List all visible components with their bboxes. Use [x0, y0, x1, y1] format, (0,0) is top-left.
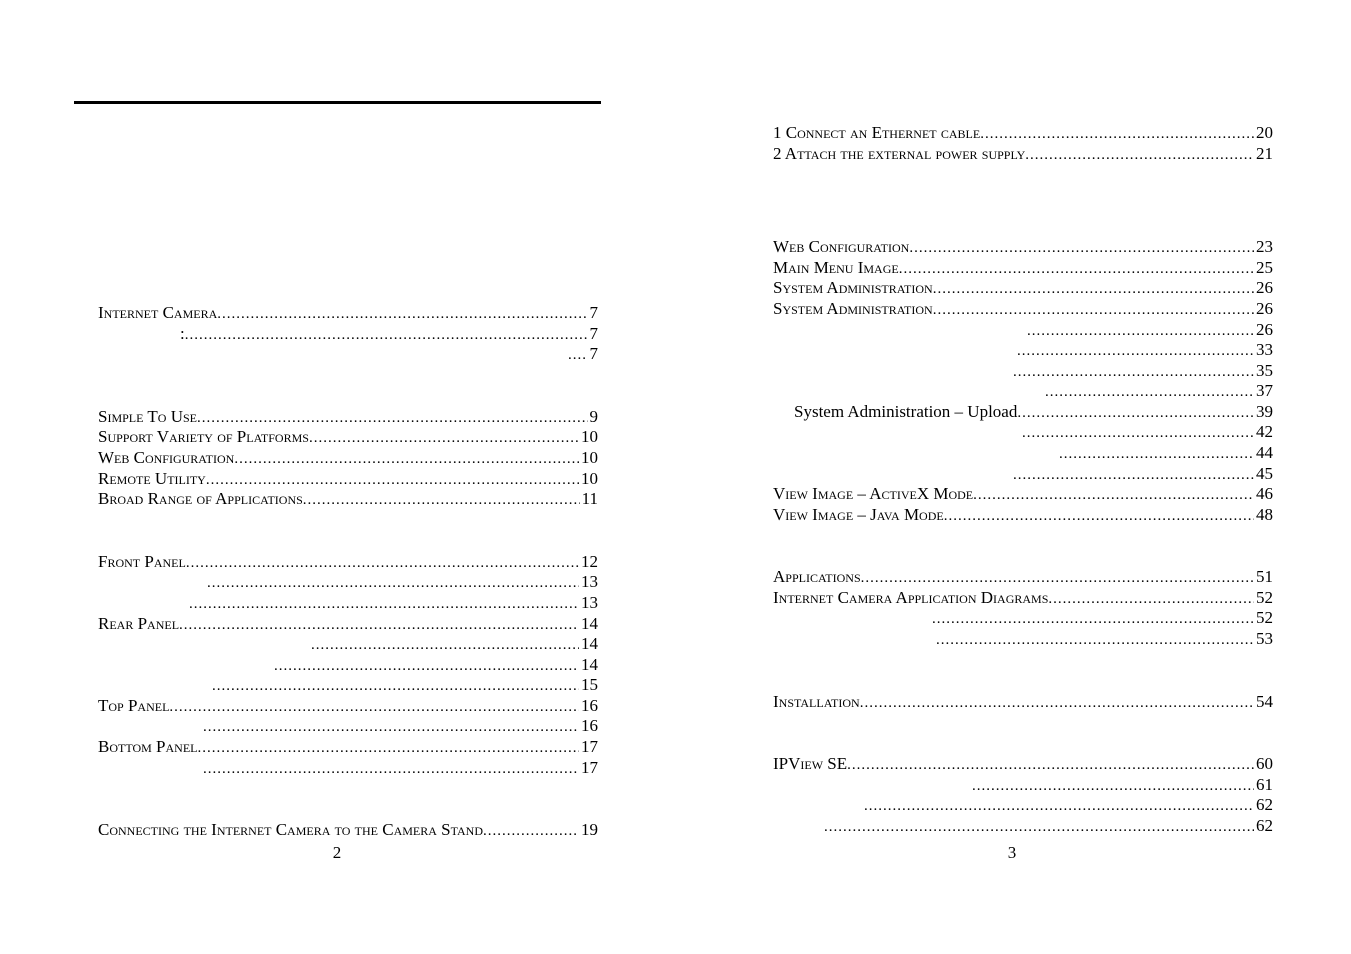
toc-entry[interactable]	[203, 715, 598, 736]
toc-entry-page: 46	[1256, 484, 1273, 503]
toc-entry-page: 13	[581, 593, 598, 612]
toc-entry-page: 54	[1256, 692, 1273, 711]
toc-leader	[309, 428, 579, 449]
toc-entry-page: 45	[1256, 464, 1273, 483]
toc-entry-page: 7	[589, 344, 598, 363]
toc-entry-page: 16	[581, 716, 598, 735]
toc-entry-page: 16	[581, 696, 598, 715]
toc-entry[interactable]	[98, 302, 598, 323]
toc-entry[interactable]	[98, 695, 598, 716]
toc-entry-page: 62	[1256, 816, 1273, 835]
toc-leader	[217, 304, 587, 325]
toc-entry-page: 52	[1256, 588, 1273, 607]
toc-entry-page: 17	[581, 758, 598, 777]
toc-entry[interactable]	[98, 426, 598, 447]
toc-entry[interactable]	[864, 794, 1273, 815]
page-number: 2	[332, 843, 342, 862]
toc-entry-page: 52	[1256, 608, 1273, 627]
toc-entry-page: 26	[1256, 320, 1273, 339]
toc-leader	[980, 124, 1254, 145]
toc-leader	[973, 485, 1254, 506]
toc-entry[interactable]	[773, 483, 1273, 504]
toc-leader	[944, 506, 1254, 527]
toc-leader	[568, 345, 588, 366]
toc-entry[interactable]	[1022, 421, 1273, 442]
toc-entry[interactable]	[824, 815, 1273, 836]
toc-entry[interactable]	[274, 654, 598, 675]
toc-entry-title: Internet Camera Application Diagrams	[773, 588, 1049, 607]
toc-entry[interactable]	[773, 122, 1273, 143]
toc-entry[interactable]	[1045, 380, 1273, 401]
toc-entry[interactable]	[98, 447, 598, 468]
toc-entry[interactable]	[98, 488, 598, 509]
toc-leader	[311, 635, 579, 656]
toc-entry[interactable]	[311, 633, 598, 654]
toc-entry-page: 19	[581, 820, 598, 839]
toc-entry[interactable]	[773, 587, 1273, 608]
right-page	[675, 0, 1351, 954]
toc-entry[interactable]	[98, 736, 598, 757]
toc-entry-page: 53	[1256, 629, 1273, 648]
toc-entry[interactable]	[207, 571, 598, 592]
toc-entry-page: 20	[1256, 123, 1273, 142]
toc-entry-title: Simple To Use	[98, 407, 197, 426]
toc-entry[interactable]	[773, 298, 1273, 319]
toc-entry-title: 2 Attach the external power supply	[773, 144, 1026, 163]
toc-entry-title: IPView SE	[773, 754, 848, 773]
toc-leader	[847, 755, 1254, 776]
toc-entry-page: 9	[589, 407, 598, 426]
toc-entry[interactable]	[1017, 339, 1273, 360]
toc-entry-page: 7	[589, 324, 598, 343]
toc-entry-title: Support Variety of Platforms	[98, 427, 309, 446]
toc-entry-page: 10	[581, 427, 598, 446]
toc-entry-page: 33	[1256, 340, 1273, 359]
toc-entry-title: 1 Connect an Ethernet cable	[773, 123, 981, 142]
toc-entry-page: 15	[581, 675, 598, 694]
toc-leader	[234, 449, 579, 470]
toc-entry-page: 51	[1256, 567, 1273, 586]
toc-leader	[936, 630, 1254, 651]
toc-leader	[909, 238, 1254, 259]
toc-entry-page: 26	[1256, 299, 1273, 318]
toc-leader	[189, 594, 579, 615]
toc-entry[interactable]	[1059, 442, 1273, 463]
toc-entry-page: 60	[1256, 754, 1273, 773]
toc-leader	[1022, 423, 1254, 444]
toc-entry[interactable]	[189, 592, 598, 613]
toc-entry[interactable]	[773, 753, 1273, 774]
toc-entry-page: 61	[1256, 775, 1273, 794]
toc-entry[interactable]	[773, 504, 1273, 525]
toc-entry-page: 13	[581, 572, 598, 591]
toc-entry[interactable]	[1027, 319, 1273, 340]
toc-entry-title: Remote Utility	[98, 469, 206, 488]
header-rule	[74, 101, 601, 104]
toc-entry-title: Applications	[773, 567, 861, 586]
toc-leader	[861, 568, 1254, 589]
toc-entry-title: Bottom Panel	[98, 737, 198, 756]
toc-entry-page: 21	[1256, 144, 1273, 163]
toc-leader	[1045, 382, 1254, 403]
toc-leader	[207, 573, 579, 594]
toc-entry[interactable]	[98, 406, 598, 427]
toc-entry-title: Broad Range of Applications	[98, 489, 303, 508]
toc-entry[interactable]	[212, 674, 598, 695]
toc-entry-page: 26	[1256, 278, 1273, 297]
toc-entry-title: Web Configuration	[98, 448, 235, 467]
toc-leader	[1017, 341, 1254, 362]
toc-entry[interactable]	[1013, 360, 1273, 381]
left-page	[0, 0, 675, 954]
toc-entry[interactable]	[794, 401, 1273, 422]
toc-entry[interactable]	[972, 774, 1273, 795]
toc-entry-page: 7	[589, 303, 598, 322]
toc-entry[interactable]	[773, 257, 1273, 278]
toc-leader	[303, 490, 580, 511]
toc-entry-title: System Administration	[773, 299, 933, 318]
toc-entry-page: 12	[581, 552, 598, 571]
toc-entry-title: Web Configuration	[773, 237, 910, 256]
toc-leader	[1059, 444, 1254, 465]
toc-entry-page: 14	[581, 634, 598, 653]
toc-entry-page: 10	[581, 448, 598, 467]
toc-entry-page: 11	[581, 489, 598, 508]
toc-entry-title: Front Panel	[98, 552, 186, 571]
toc-entry[interactable]	[98, 551, 598, 572]
toc-entry-page: 14	[581, 655, 598, 674]
toc-leader	[864, 796, 1254, 817]
toc-entry-page: 42	[1256, 422, 1273, 441]
toc-entry[interactable]	[98, 613, 598, 634]
toc-leader	[932, 609, 1254, 630]
toc-entry-page: 39	[1256, 402, 1273, 421]
toc-leader	[1025, 145, 1254, 166]
toc-entry[interactable]	[773, 566, 1273, 587]
toc-entry-page: 25	[1256, 258, 1273, 277]
toc-entry-title: Installation	[773, 692, 860, 711]
toc-leader	[185, 325, 588, 346]
toc-entry-title: System Administration	[773, 278, 933, 297]
toc-entry[interactable]	[1013, 463, 1273, 484]
toc-leader	[203, 717, 579, 738]
toc-entry-title: Main Menu Image	[773, 258, 899, 277]
toc-leader	[197, 738, 579, 759]
toc-entry-page: 23	[1256, 237, 1273, 256]
toc-entry[interactable]	[773, 277, 1273, 298]
toc-entry[interactable]	[568, 343, 598, 364]
toc-entry-page: 44	[1256, 443, 1273, 462]
toc-leader	[824, 817, 1254, 838]
toc-entry[interactable]	[773, 236, 1273, 257]
toc-entry[interactable]	[98, 819, 598, 840]
page-number: 3	[1007, 843, 1017, 862]
toc-entry-page: 35	[1256, 361, 1273, 380]
toc-entry-title: View Image – ActiveX Mode	[773, 484, 974, 503]
toc-leader	[203, 759, 579, 780]
toc-entry-title: Internet Camera	[98, 303, 218, 322]
toc-leader	[483, 821, 579, 842]
toc-leader	[933, 300, 1254, 321]
toc-entry-title: Connecting the Internet Camera to the Camera Stand	[98, 820, 483, 839]
toc-entry-page: 10	[581, 469, 598, 488]
toc-entry[interactable]	[936, 628, 1273, 649]
toc-entry-title: Rear Panel	[98, 614, 180, 633]
toc-entry-page: 48	[1256, 505, 1273, 524]
toc-leader	[933, 279, 1254, 300]
toc-leader	[860, 693, 1254, 714]
toc-entry[interactable]	[773, 143, 1273, 164]
toc-entry-page: 37	[1256, 381, 1273, 400]
toc-entry-title: View Image – Java Mode	[773, 505, 944, 524]
toc-entry-page: 17	[581, 737, 598, 756]
toc-entry[interactable]	[98, 468, 598, 489]
toc-entry[interactable]	[932, 607, 1273, 628]
toc-entry-page: 62	[1256, 795, 1273, 814]
toc-entry[interactable]	[203, 757, 598, 778]
toc-entry-title: :	[180, 324, 185, 343]
toc-leader	[212, 676, 579, 697]
toc-entry[interactable]	[773, 691, 1273, 712]
toc-entry[interactable]	[180, 323, 598, 344]
toc-entry-title: System Administration – Upload	[794, 402, 1018, 421]
toc-entry-title: Top Panel	[98, 696, 170, 715]
toc-entry-page: 14	[581, 614, 598, 633]
